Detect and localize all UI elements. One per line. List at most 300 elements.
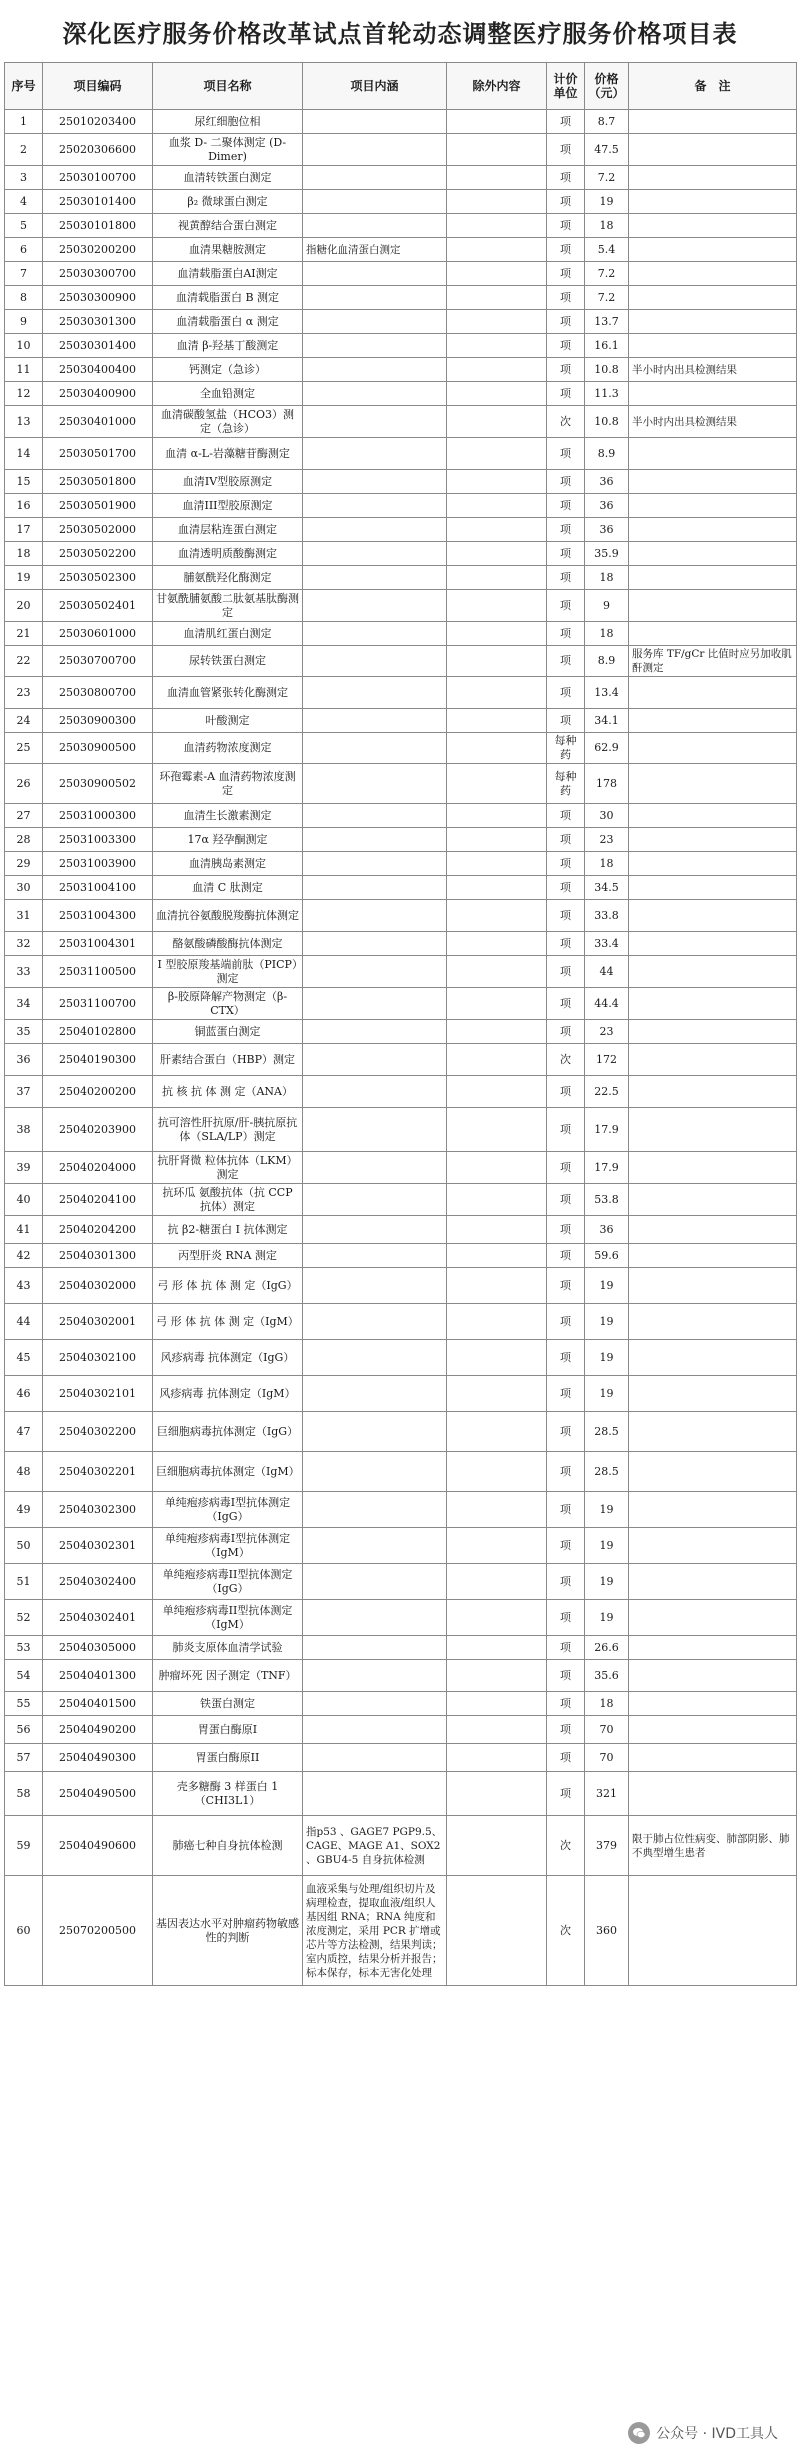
cell-exclude	[447, 1044, 547, 1076]
cell-exclude	[447, 1876, 547, 1986]
cell-exclude	[447, 1744, 547, 1772]
cell-price: 178	[585, 764, 629, 804]
cell-no: 33	[5, 956, 43, 988]
cell-no: 38	[5, 1108, 43, 1152]
cell-exclude	[447, 566, 547, 590]
cell-note	[629, 1692, 797, 1716]
cell-code: 25030502200	[43, 542, 153, 566]
cell-note	[629, 334, 797, 358]
cell-name: 酪氨酸磷酸酶抗体测定	[153, 932, 303, 956]
cell-content	[303, 542, 447, 566]
cell-exclude	[447, 334, 547, 358]
cell-unit: 项	[547, 1716, 585, 1744]
cell-unit: 项	[547, 1636, 585, 1660]
cell-exclude	[447, 1816, 547, 1876]
cell-unit: 项	[547, 1108, 585, 1152]
table-row	[5, 1244, 797, 1268]
cell-content	[303, 1340, 447, 1376]
cell-no: 26	[5, 764, 43, 804]
cell-exclude	[447, 1152, 547, 1184]
cell-note	[629, 1108, 797, 1152]
cell-note	[629, 1304, 797, 1340]
cell-no: 46	[5, 1376, 43, 1412]
cell-note: 服务库 TF/gCr 比值时应另加收肌酐测定	[629, 646, 797, 677]
cell-no: 60	[5, 1876, 43, 1986]
cell-code: 25040490600	[43, 1816, 153, 1876]
cell-no: 56	[5, 1716, 43, 1744]
cell-note	[629, 1340, 797, 1376]
cell-no: 9	[5, 310, 43, 334]
cell-unit: 项	[547, 190, 585, 214]
cell-content	[303, 1268, 447, 1304]
cell-code: 25030301400	[43, 334, 153, 358]
cell-price: 19	[585, 1376, 629, 1412]
cell-price: 35.6	[585, 1660, 629, 1692]
cell-unit: 项	[547, 1184, 585, 1216]
cell-exclude	[447, 1216, 547, 1244]
cell-name: 单纯疱疹病毒I型抗体测定（IgM）	[153, 1528, 303, 1564]
cell-unit: 项	[547, 646, 585, 677]
cell-content	[303, 1452, 447, 1492]
cell-exclude	[447, 542, 547, 566]
table-row	[5, 110, 797, 134]
cell-content	[303, 1412, 447, 1452]
cell-unit: 项	[547, 1660, 585, 1692]
table-row	[5, 828, 797, 852]
page-title: 深化医疗服务价格改革试点首轮动态调整医疗服务价格项目表	[62, 18, 738, 48]
cell-content	[303, 214, 447, 238]
cell-code: 25030502300	[43, 566, 153, 590]
cell-no: 28	[5, 828, 43, 852]
col-header-price: 价格（元）	[585, 63, 629, 110]
cell-price: 10.8	[585, 406, 629, 438]
cell-price: 16.1	[585, 334, 629, 358]
cell-no: 27	[5, 804, 43, 828]
cell-no: 4	[5, 190, 43, 214]
cell-exclude	[447, 1412, 547, 1452]
cell-name: 血浆 D- 二聚体测定 (D-Dimer)	[153, 134, 303, 166]
cell-exclude	[447, 764, 547, 804]
cell-no: 12	[5, 382, 43, 406]
cell-name: 弓 形 体 抗 体 测 定（IgG）	[153, 1268, 303, 1304]
cell-content	[303, 1244, 447, 1268]
cell-content	[303, 566, 447, 590]
cell-unit: 项	[547, 134, 585, 166]
cell-unit: 项	[547, 1412, 585, 1452]
cell-code: 25010203400	[43, 110, 153, 134]
table-row	[5, 988, 797, 1020]
cell-note	[629, 900, 797, 932]
cell-price: 36	[585, 494, 629, 518]
cell-code: 25030501700	[43, 438, 153, 470]
cell-exclude	[447, 406, 547, 438]
cell-content	[303, 988, 447, 1020]
cell-note	[629, 190, 797, 214]
cell-price: 360	[585, 1876, 629, 1986]
cell-no: 5	[5, 214, 43, 238]
cell-price: 17.9	[585, 1152, 629, 1184]
col-header-name: 项目名称	[153, 63, 303, 110]
table-row	[5, 1716, 797, 1744]
cell-code: 25040302400	[43, 1564, 153, 1600]
cell-exclude	[447, 828, 547, 852]
cell-note	[629, 1268, 797, 1304]
table-row	[5, 1660, 797, 1692]
cell-note	[629, 590, 797, 622]
table-row	[5, 382, 797, 406]
table-row	[5, 1108, 797, 1152]
cell-content	[303, 1216, 447, 1244]
cell-price: 8.7	[585, 110, 629, 134]
cell-code: 25040490200	[43, 1716, 153, 1744]
table-row	[5, 494, 797, 518]
cell-exclude	[447, 1268, 547, 1304]
table-header-row	[5, 63, 797, 110]
cell-price: 62.9	[585, 733, 629, 764]
cell-code: 25040204200	[43, 1216, 153, 1244]
table-row	[5, 1152, 797, 1184]
cell-exclude	[447, 1244, 547, 1268]
cell-price: 59.6	[585, 1244, 629, 1268]
cell-price: 7.2	[585, 262, 629, 286]
cell-unit: 项	[547, 1492, 585, 1528]
cell-content	[303, 1152, 447, 1184]
cell-price: 18	[585, 566, 629, 590]
cell-content	[303, 134, 447, 166]
cell-unit: 项	[547, 262, 585, 286]
cell-unit: 项	[547, 876, 585, 900]
cell-content: 指糖化血清蛋白测定	[303, 238, 447, 262]
cell-note	[629, 1600, 797, 1636]
cell-content	[303, 190, 447, 214]
table-row	[5, 518, 797, 542]
cell-note	[629, 988, 797, 1020]
table-row	[5, 438, 797, 470]
cell-unit: 项	[547, 518, 585, 542]
cell-note	[629, 286, 797, 310]
cell-name: 肿瘤坏死 因子测定（TNF）	[153, 1660, 303, 1692]
cell-name: 血清载脂蛋白AI测定	[153, 262, 303, 286]
table-row	[5, 1216, 797, 1244]
cell-no: 47	[5, 1412, 43, 1452]
cell-content	[303, 852, 447, 876]
cell-content	[303, 828, 447, 852]
cell-price: 7.2	[585, 286, 629, 310]
cell-name: 抗 核 抗 体 测 定（ANA）	[153, 1076, 303, 1108]
cell-price: 19	[585, 1304, 629, 1340]
cell-price: 19	[585, 1340, 629, 1376]
cell-note	[629, 1744, 797, 1772]
cell-no: 8	[5, 286, 43, 310]
cell-exclude	[447, 1184, 547, 1216]
cell-exclude	[447, 876, 547, 900]
cell-name: 铁蛋白测定	[153, 1692, 303, 1716]
cell-name: 血清药物浓度测定	[153, 733, 303, 764]
cell-name: 弓 形 体 抗 体 测 定（IgM）	[153, 1304, 303, 1340]
cell-exclude	[447, 1492, 547, 1528]
cell-unit: 项	[547, 566, 585, 590]
cell-note	[629, 876, 797, 900]
cell-code: 25020306600	[43, 134, 153, 166]
cell-code: 25030200200	[43, 238, 153, 262]
cell-exclude	[447, 310, 547, 334]
table-row	[5, 900, 797, 932]
cell-unit: 次	[547, 1876, 585, 1986]
table-row	[5, 1876, 797, 1986]
cell-name: 血清透明质酸酶测定	[153, 542, 303, 566]
cell-unit: 项	[547, 1772, 585, 1816]
cell-content	[303, 622, 447, 646]
cell-price: 34.5	[585, 876, 629, 900]
cell-code: 25040302101	[43, 1376, 153, 1412]
col-header-content: 项目内涵	[303, 63, 447, 110]
cell-code: 25070200500	[43, 1876, 153, 1986]
cell-no: 21	[5, 622, 43, 646]
cell-price: 18	[585, 214, 629, 238]
cell-code: 25030900500	[43, 733, 153, 764]
cell-exclude	[447, 1020, 547, 1044]
cell-content	[303, 956, 447, 988]
cell-no: 11	[5, 358, 43, 382]
cell-no: 39	[5, 1152, 43, 1184]
cell-content	[303, 438, 447, 470]
cell-code: 25040305000	[43, 1636, 153, 1660]
table-row	[5, 358, 797, 382]
cell-code: 25040302100	[43, 1340, 153, 1376]
cell-unit: 项	[547, 956, 585, 988]
cell-no: 45	[5, 1340, 43, 1376]
cell-exclude	[447, 1452, 547, 1492]
cell-content	[303, 1660, 447, 1692]
cell-unit: 每种药	[547, 764, 585, 804]
cell-content	[303, 310, 447, 334]
cell-name: 钙测定（急诊）	[153, 358, 303, 382]
cell-name: 丙型肝炎 RNA 测定	[153, 1244, 303, 1268]
cell-note	[629, 1216, 797, 1244]
cell-code: 25031000300	[43, 804, 153, 828]
cell-content: 指p53 、GAGE7 PGP9.5、CAGE、MAGE A1、SOX2 、GBU4-5 自身抗体检测	[303, 1816, 447, 1876]
cell-code: 25030900502	[43, 764, 153, 804]
cell-exclude	[447, 677, 547, 709]
cell-content	[303, 1600, 447, 1636]
cell-exclude	[447, 988, 547, 1020]
cell-content	[303, 1020, 447, 1044]
cell-price: 70	[585, 1716, 629, 1744]
cell-unit: 项	[547, 1304, 585, 1340]
cell-code: 25031100500	[43, 956, 153, 988]
cell-unit: 项	[547, 1244, 585, 1268]
cell-content	[303, 406, 447, 438]
cell-exclude	[447, 358, 547, 382]
table-row	[5, 1412, 797, 1452]
cell-note	[629, 1020, 797, 1044]
cell-content	[303, 1376, 447, 1412]
cell-exclude	[447, 1636, 547, 1660]
cell-price: 30	[585, 804, 629, 828]
cell-unit: 项	[547, 932, 585, 956]
cell-code: 25030502401	[43, 590, 153, 622]
cell-no: 10	[5, 334, 43, 358]
cell-name: 抗肝肾微 粒体抗体（LKM）测定	[153, 1152, 303, 1184]
cell-no: 35	[5, 1020, 43, 1044]
cell-no: 51	[5, 1564, 43, 1600]
cell-content	[303, 494, 447, 518]
cell-exclude	[447, 1340, 547, 1376]
cell-note	[629, 852, 797, 876]
cell-code: 25030101800	[43, 214, 153, 238]
cell-note	[629, 1564, 797, 1600]
cell-exclude	[447, 1600, 547, 1636]
table-row	[5, 733, 797, 764]
cell-price: 19	[585, 1600, 629, 1636]
cell-price: 379	[585, 1816, 629, 1876]
cell-note	[629, 110, 797, 134]
cell-unit: 项	[547, 542, 585, 566]
cell-exclude	[447, 1376, 547, 1412]
table-row	[5, 1184, 797, 1216]
cell-exclude	[447, 709, 547, 733]
cell-name: 铜蓝蛋白测定	[153, 1020, 303, 1044]
cell-content	[303, 876, 447, 900]
cell-no: 37	[5, 1076, 43, 1108]
watermark	[622, 2420, 784, 2446]
cell-price: 19	[585, 1528, 629, 1564]
cell-code: 25030301300	[43, 310, 153, 334]
cell-name: 血清血管紧张转化酶测定	[153, 677, 303, 709]
cell-price: 8.9	[585, 438, 629, 470]
cell-content	[303, 733, 447, 764]
cell-no: 50	[5, 1528, 43, 1564]
table-row	[5, 956, 797, 988]
cell-content	[303, 358, 447, 382]
cell-note	[629, 622, 797, 646]
cell-price: 44.4	[585, 988, 629, 1020]
cell-no: 23	[5, 677, 43, 709]
table-row	[5, 1452, 797, 1492]
cell-code: 25040301300	[43, 1244, 153, 1268]
cell-price: 8.9	[585, 646, 629, 677]
table-row	[5, 214, 797, 238]
cell-name: 肺癌七种自身抗体检测	[153, 1816, 303, 1876]
cell-name: 血清果糖胺测定	[153, 238, 303, 262]
cell-no: 31	[5, 900, 43, 932]
cell-price: 47.5	[585, 134, 629, 166]
cell-code: 25030401000	[43, 406, 153, 438]
cell-content	[303, 1636, 447, 1660]
cell-note	[629, 1492, 797, 1528]
cell-price: 35.9	[585, 542, 629, 566]
cell-code: 25040490500	[43, 1772, 153, 1816]
cell-exclude	[447, 1716, 547, 1744]
cell-note	[629, 1244, 797, 1268]
cell-content	[303, 1528, 447, 1564]
table-row	[5, 470, 797, 494]
cell-code: 25040401300	[43, 1660, 153, 1692]
cell-content	[303, 1108, 447, 1152]
table-row	[5, 286, 797, 310]
cell-price: 34.1	[585, 709, 629, 733]
cell-code: 25040204100	[43, 1184, 153, 1216]
cell-note	[629, 1528, 797, 1564]
cell-code: 25030700700	[43, 646, 153, 677]
cell-name: 17α 羟孕酮测定	[153, 828, 303, 852]
cell-no: 48	[5, 1452, 43, 1492]
table-row	[5, 1020, 797, 1044]
table-row	[5, 1376, 797, 1412]
cell-note	[629, 1636, 797, 1660]
cell-no: 57	[5, 1744, 43, 1772]
cell-content	[303, 1716, 447, 1744]
cell-code: 25030601000	[43, 622, 153, 646]
cell-note: 半小时内出具检测结果	[629, 406, 797, 438]
cell-price: 70	[585, 1744, 629, 1772]
table-row	[5, 1076, 797, 1108]
cell-no: 49	[5, 1492, 43, 1528]
cell-code: 25030501800	[43, 470, 153, 494]
cell-name: 血清胰岛素测定	[153, 852, 303, 876]
table-row	[5, 1564, 797, 1600]
cell-no: 3	[5, 166, 43, 190]
cell-unit: 项	[547, 1216, 585, 1244]
cell-name: 血清层粘连蛋白测定	[153, 518, 303, 542]
cell-name: 甘氨酰脯氨酸二肽氨基肽酶测定	[153, 590, 303, 622]
cell-name: 壳多糖酶 3 样蛋白 1（CHI3L1）	[153, 1772, 303, 1816]
cell-name: 血清III型胶原测定	[153, 494, 303, 518]
cell-price: 23	[585, 1020, 629, 1044]
cell-content	[303, 286, 447, 310]
table-row	[5, 852, 797, 876]
cell-no: 14	[5, 438, 43, 470]
col-header-note: 备 注	[629, 63, 797, 110]
cell-exclude	[447, 262, 547, 286]
cell-price: 33.4	[585, 932, 629, 956]
cell-note	[629, 764, 797, 804]
table-row	[5, 1744, 797, 1772]
cell-note	[629, 709, 797, 733]
cell-name: 肝素结合蛋白（HBP）测定	[153, 1044, 303, 1076]
cell-code: 25040203900	[43, 1108, 153, 1152]
table-row	[5, 1304, 797, 1340]
cell-no: 40	[5, 1184, 43, 1216]
table-row	[5, 804, 797, 828]
cell-unit: 项	[547, 238, 585, 262]
cell-note	[629, 566, 797, 590]
cell-exclude	[447, 214, 547, 238]
cell-note	[629, 804, 797, 828]
cell-exclude	[447, 1692, 547, 1716]
cell-name: 血清载脂蛋白 B 测定	[153, 286, 303, 310]
table-row	[5, 709, 797, 733]
watermark-text: 公众号 · IVD工具人	[656, 2426, 778, 2442]
cell-no: 59	[5, 1816, 43, 1876]
cell-content	[303, 900, 447, 932]
cell-no: 44	[5, 1304, 43, 1340]
cell-price: 5.4	[585, 238, 629, 262]
cell-price: 18	[585, 622, 629, 646]
col-header-no: 序号	[5, 63, 43, 110]
cell-code: 25031004300	[43, 900, 153, 932]
cell-content	[303, 334, 447, 358]
cell-note	[629, 1452, 797, 1492]
cell-code: 25040302401	[43, 1600, 153, 1636]
cell-name: β-胶原降解产物测定（β-CTX）	[153, 988, 303, 1020]
cell-content	[303, 1044, 447, 1076]
cell-exclude	[447, 110, 547, 134]
cell-code: 25031004301	[43, 932, 153, 956]
cell-exclude	[447, 590, 547, 622]
cell-price: 7.2	[585, 166, 629, 190]
cell-content: 血液采集与处理/组织切片及病理检查，提取血液/组织人基因组 RNA；RNA 纯度和浓度测定，采用 PCR 扩增或芯片等方法检测，结果判读；室内质控，结果分析并报告；标本保存，标本无害化处理	[303, 1876, 447, 1986]
